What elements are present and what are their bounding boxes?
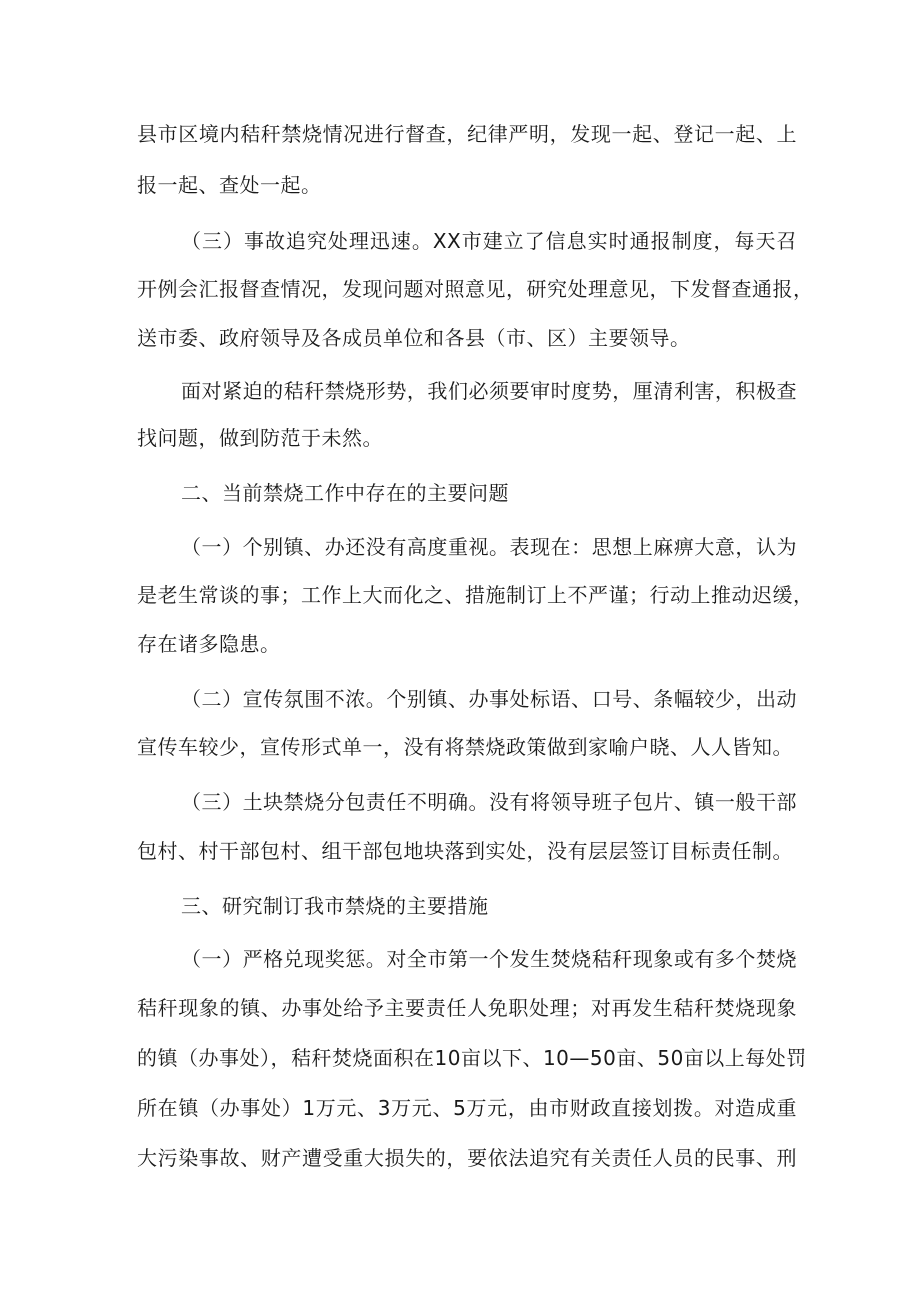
paragraph-line: （一）严格兑现奖惩。对全市第一个发生焚烧秸秆现象或有多个焚烧 [181, 947, 797, 971]
paragraph-line: 开例会汇报督查情况，发现问题对照意见，研究处理意见，下发督查通报， [137, 277, 814, 301]
paragraph-line: 大污染事故、财产遭受重大损失的，要依法追究有关责任人员的民事、刑 [137, 1146, 797, 1170]
paragraph-line: 送市委、政府领导及各成员单位和各县（市、区）主要领导。 [137, 326, 691, 350]
paragraph-line: （二）宣传氛围不浓。个别镇、办事处标语、口号、条幅较少，出动 [181, 687, 797, 711]
paragraph-line: （三）土块禁烧分包责任不明确。没有将领导班子包片、镇一般干部 [181, 790, 797, 814]
paragraph-line: （三）事故追究处理迅速。XX市建立了信息实时通报制度，每天召 [181, 229, 797, 253]
paragraph-line: 所在镇（办事处）1万元、3万元、5万元，由市财政直接划拨。对造成重 [137, 1096, 797, 1120]
paragraph-line: 是老生常谈的事；工作上大而化之、措施制订上不严谨；行动上推动迟缓， [137, 583, 814, 607]
paragraph-line: 存在诸多隐患。 [137, 632, 281, 656]
paragraph-line: 秸秆现象的镇、办事处给予主要责任人免职处理；对再发生秸秆焚烧现象 [137, 996, 797, 1020]
paragraph-line: 包村、村干部包村、组干部包地块落到实处，没有层层签订目标责任制。 [137, 839, 793, 863]
paragraph-line: 找问题，做到防范于未然。 [137, 426, 383, 450]
paragraph-line: 宣传车较少，宣传形式单一，没有将禁烧政策做到家喻户晓、人人皆知。 [137, 735, 793, 759]
paragraph-line: （一）个别镇、办还没有高度重视。表现在：思想上麻痹大意，认为 [181, 535, 797, 559]
section-heading: 二、当前禁烧工作中存在的主要问题 [181, 481, 509, 505]
paragraph-line: 报一起、查处一起。 [137, 173, 322, 197]
paragraph-line: 的镇（办事处），秸秆焚烧面积在10亩以下、10—50亩、50亩以上每处罚 [137, 1046, 807, 1070]
paragraph-line: 县市区境内秸秆禁烧情况进行督查，纪律严明，发现一起、登记一起、上 [137, 122, 797, 146]
paragraph-line: 面对紧迫的秸秆禁烧形势，我们必须要审时度势，厘清利害，积极查 [181, 379, 797, 403]
section-heading: 三、研究制订我市禁烧的主要措施 [181, 894, 489, 918]
